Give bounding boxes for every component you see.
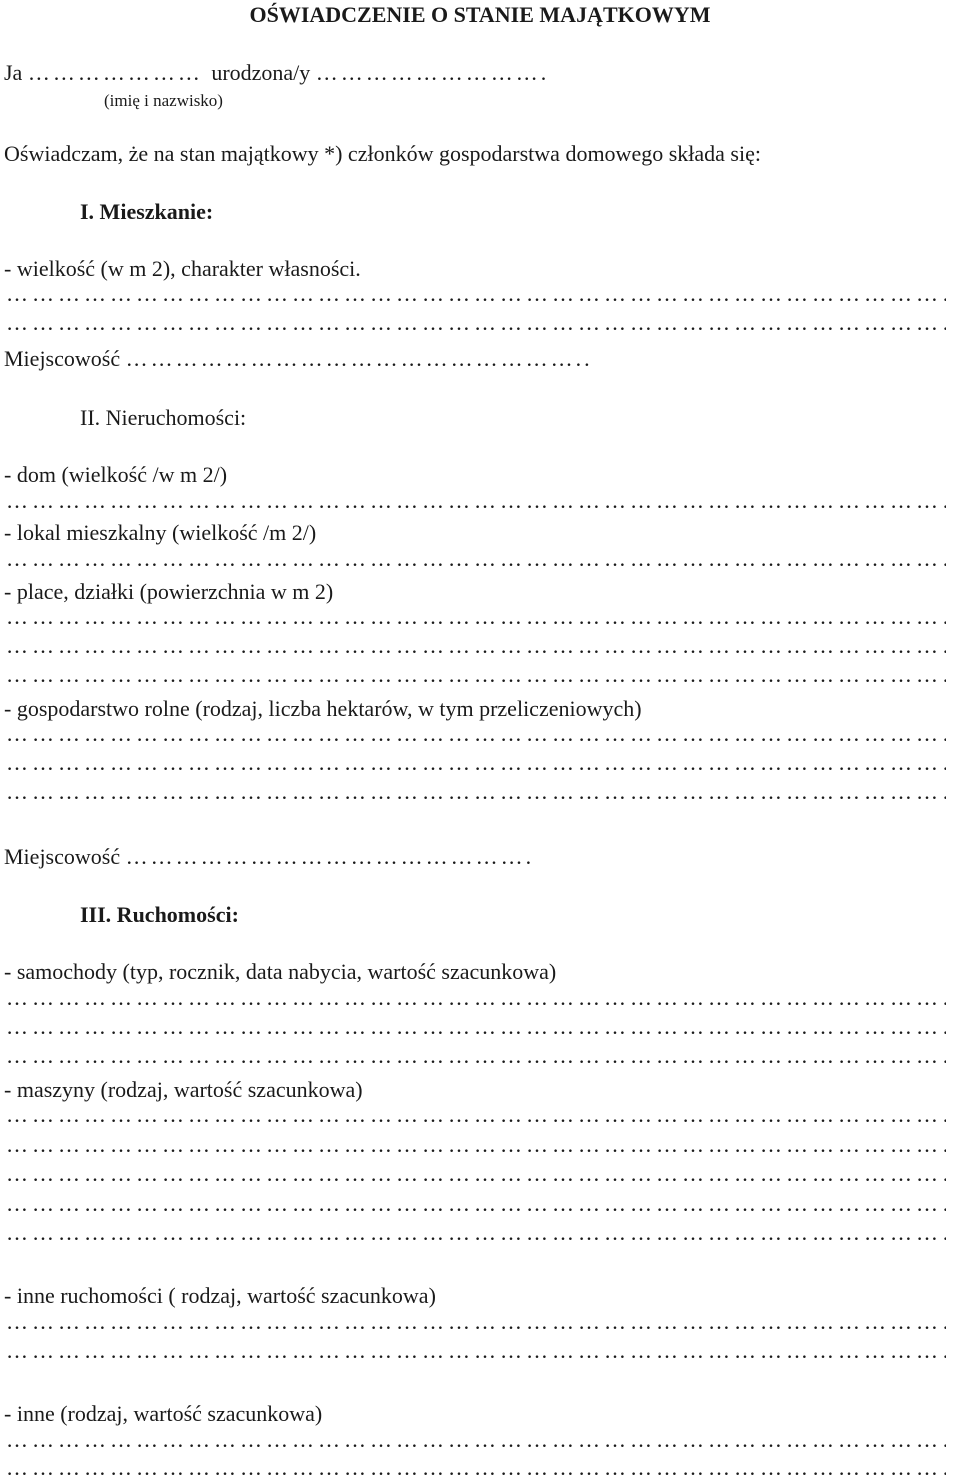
fill-line[interactable] [6, 620, 946, 630]
fill-line[interactable] [6, 326, 946, 336]
name-fill-dots[interactable]: ………………… [27, 60, 212, 85]
gospodarstwo-item: - gospodarstwo rolne (rodzaj, liczba hektarów, w tym przeliczeniowych) [4, 696, 642, 721]
miejscowosc-line-2 [4, 846, 534, 868]
inne-item: - inne (rodzaj, wartość szacunkowa) [4, 1401, 323, 1426]
miejscowosc-fill-dots[interactable]: …………………………………………. [125, 844, 535, 869]
lokal-item: - lokal mieszkalny (wielkość /m 2/) [4, 520, 317, 545]
name-line [4, 62, 549, 84]
fill-line[interactable] [6, 1148, 946, 1158]
miejscowosc-line-1 [4, 348, 593, 370]
section-2-heading: II. Nieruchomości: [80, 405, 247, 430]
fill-line[interactable] [6, 1001, 946, 1011]
fill-line[interactable] [6, 1207, 946, 1217]
section-1-heading: I. Mieszkanie: [80, 199, 214, 224]
fill-line[interactable] [6, 766, 946, 776]
fill-line[interactable] [6, 1354, 946, 1364]
fill-line[interactable] [6, 1325, 946, 1335]
fill-line[interactable] [6, 297, 946, 307]
fill-line[interactable] [6, 1030, 946, 1040]
miejscowosc-label: Miejscowość [4, 844, 121, 869]
birth-fill-dots[interactable]: ………………………. [315, 60, 550, 85]
miejscowosc-label: Miejscowość [4, 346, 121, 371]
ja-label: Ja [4, 60, 23, 85]
mieszkanie-item: - wielkość (w m 2), charakter własności. [4, 256, 361, 281]
fill-line[interactable] [6, 1471, 946, 1481]
samochody-item: - samochody (typ, rocznik, data nabycia, wartość szacunkowa) [4, 959, 557, 984]
fill-line[interactable] [6, 1059, 946, 1069]
name-caption: (imię i nazwisko) [104, 91, 223, 110]
fill-line[interactable] [6, 1443, 946, 1453]
section-3-heading: III. Ruchomości: [80, 902, 239, 927]
fill-line[interactable] [6, 649, 946, 659]
statement-text: Oświadczam, że na stan majątkowy *) członków gospodarstwa domowego składa się: [4, 141, 761, 166]
fill-line[interactable] [6, 1177, 946, 1187]
miejscowosc-fill-dots[interactable]: ……………………………………………….. [125, 346, 593, 371]
fill-line[interactable] [6, 1118, 946, 1128]
inne-ruchomosci-item: - inne ruchomości ( rodzaj, wartość szacunkowa) [4, 1283, 436, 1308]
fill-line[interactable] [6, 678, 946, 688]
place-item: - place, działki (powierzchnia w m 2) [4, 579, 334, 604]
fill-line[interactable] [6, 504, 946, 514]
fill-line[interactable] [6, 795, 946, 805]
dom-item: - dom (wielkość /w m 2/) [4, 462, 228, 487]
maszyny-item: - maszyny (rodzaj, wartość szacunkowa) [4, 1077, 363, 1102]
document-title: OŚWIADCZENIE O STANIE MAJĄTKOWYM [249, 2, 711, 27]
urodzona-label: urodzona/y [211, 60, 311, 85]
fill-line[interactable] [6, 1236, 946, 1246]
fill-line[interactable] [6, 562, 946, 572]
fill-line[interactable] [6, 737, 946, 747]
